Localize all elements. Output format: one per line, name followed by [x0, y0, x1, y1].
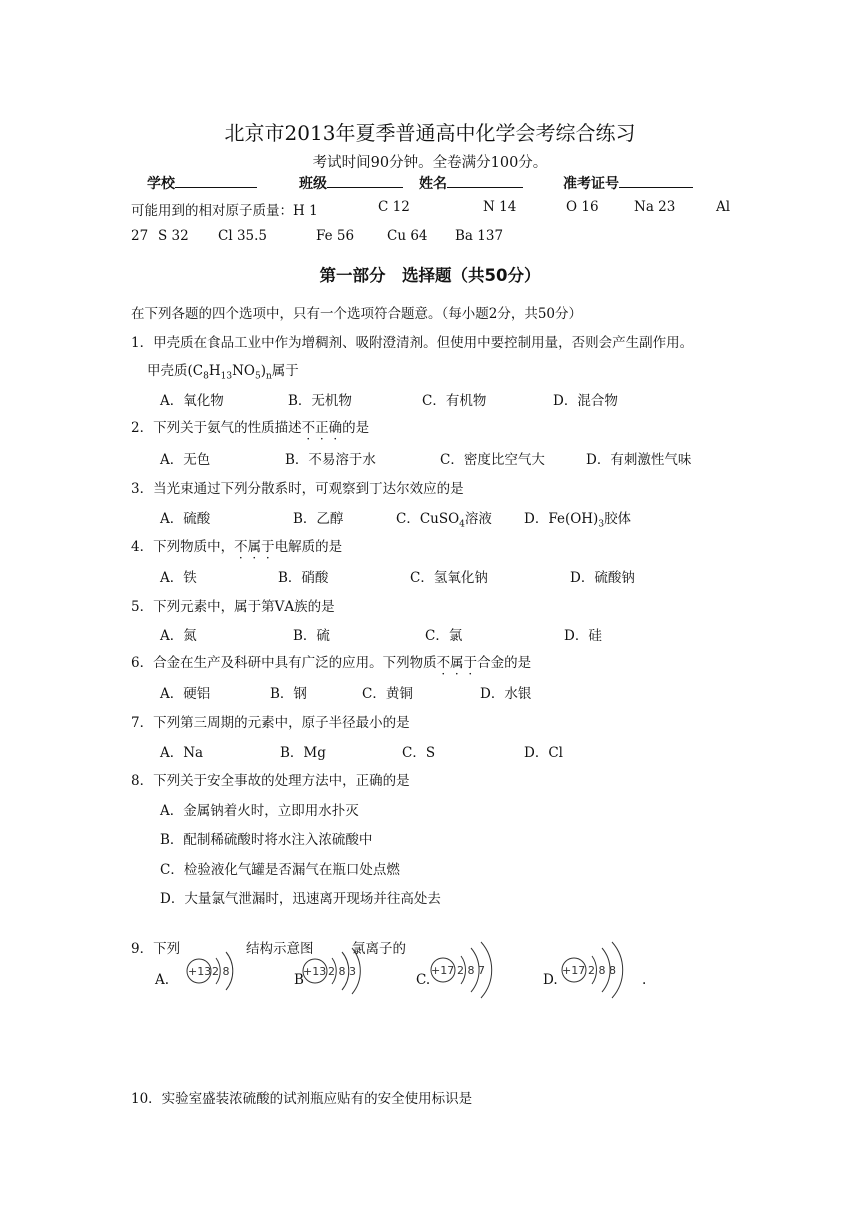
q4-emphasis — [234, 539, 275, 555]
q1-option-d[interactable]: D．混合物 — [553, 393, 618, 409]
q9-stem-start: 9．下列 — [131, 941, 181, 957]
q2-option-b[interactable]: B．不易溶于水 — [285, 452, 376, 468]
q9-diagram-b — [302, 946, 392, 996]
nucleus-label: +17 — [562, 964, 586, 977]
mass-cl: Cl 35.5 — [218, 228, 267, 244]
q5-option-d[interactable]: D．硅 — [564, 628, 602, 644]
q8-option-b[interactable]: B．配制稀硫酸时将水注入浓硫酸中 — [160, 832, 373, 848]
q3-stem: 3．当光束通过下列分散系时，可观察到丁达尔效应的是 — [131, 481, 464, 497]
q7-option-c[interactable]: C．S — [402, 745, 436, 761]
mass-na: Na 23 — [634, 199, 676, 215]
mass-o: O 16 — [566, 199, 599, 215]
emphasis-char: 不 — [436, 655, 451, 671]
q1-option-a[interactable]: A．氧化物 — [160, 393, 224, 409]
q6-stem: 6．合金在生产及科研中具有广泛的应用。下列物质不属于合金的是 — [131, 651, 531, 671]
shell-electrons: 2 8 — [212, 965, 230, 978]
q4-option-b[interactable]: B．硝酸 — [278, 570, 329, 586]
q8-stem: 8．下列关于安全事故的处理方法中，正确的是 — [131, 773, 410, 789]
q2-stem: 2．下列关于氨气的性质描述不正确的是 — [131, 416, 369, 436]
section-title: 第一部分 选择题（共50分） — [319, 266, 541, 285]
q6-emphasis — [437, 655, 478, 671]
mass-cu: Cu 64 — [387, 228, 428, 244]
q9-stem-end: 氯离子的 — [352, 941, 406, 957]
q3-option-c[interactable]: C．CuSO$_4$溶液 — [396, 511, 492, 530]
q8-option-a[interactable]: A．金属钠着火时，立即用水扑灭 — [160, 803, 359, 819]
mass-fe: Fe 56 — [316, 228, 355, 244]
q4-option-c[interactable]: C．氢氧化钠 — [410, 570, 488, 586]
field-exam-id — [563, 173, 693, 193]
q2-emphasis — [302, 420, 343, 436]
q2-option-a[interactable]: A．无色 — [160, 452, 211, 468]
q1-option-c[interactable]: C．有机物 — [422, 393, 487, 409]
q7-option-d[interactable]: D．Cl — [524, 745, 563, 761]
q7-option-a[interactable]: A．Na — [160, 745, 204, 761]
q6-option-a[interactable]: A．硬铝 — [160, 686, 211, 702]
emphasis-char: 确 — [328, 420, 343, 436]
shell-electrons: 2 8 7 — [457, 964, 485, 977]
mass-al: Al — [716, 199, 731, 215]
nucleus-label: +17 — [431, 964, 455, 977]
page-title: 北京市2013年夏季普通高中化学会考综合练习 — [224, 121, 636, 145]
q4-option-a[interactable]: A．铁 — [160, 570, 197, 586]
mass-s: S 32 — [158, 228, 189, 244]
emphasis-char: 不 — [234, 539, 248, 555]
shell-electrons: 2 8 8 — [588, 964, 616, 977]
emphasis-char: 属 — [247, 539, 262, 555]
field-class-blank[interactable] — [327, 173, 403, 188]
q7-stem: 7．下列第三周期的元素中，原子半径最小的是 — [131, 715, 410, 731]
field-school-blank[interactable] — [175, 173, 257, 188]
q9-end-mark: . — [642, 972, 647, 988]
mass-h: 可能用到的相对原子质量：H 1 — [131, 203, 318, 219]
q9-label-d[interactable]: D. — [543, 972, 558, 988]
q8-option-c[interactable]: C．检验液化气罐是否漏气在瓶口处点燃 — [160, 862, 400, 878]
q4-option-d[interactable]: D．硫酸钠 — [570, 570, 635, 586]
mass-ba: Ba 137 — [455, 228, 504, 244]
field-school-label: 学校 — [147, 176, 175, 192]
q6-option-d[interactable]: D．水银 — [480, 686, 532, 702]
field-class-label: 班级 — [299, 176, 327, 192]
q3-option-b[interactable]: B．乙醇 — [293, 511, 344, 527]
q9-diagram-c — [427, 938, 527, 1002]
emphasis-char: 属 — [450, 655, 464, 671]
q1-stem: 1．甲壳质在食品工业中作为增稠剂、吸附澄清剂。但使用中要控制用量，否则会产生副作用。 — [131, 335, 694, 351]
q2-option-c[interactable]: C．密度比空气大 — [440, 452, 545, 468]
q9-label-a[interactable]: A. — [155, 972, 170, 988]
q9-label-c[interactable]: C. — [416, 972, 431, 988]
q8-option-d[interactable]: D．大量氯气泄漏时，迅速离开现场并往高处去 — [160, 891, 441, 907]
field-name — [419, 173, 523, 193]
mass-n: N 14 — [483, 199, 517, 215]
exam-info: 考试时间90分钟。全卷满分100分。 — [312, 155, 548, 171]
section-instruction: 在下列各题的四个选项中，只有一个选项符合题意。（每小题2分，共50分） — [131, 306, 583, 322]
q1-stem-formula: 甲壳质$(C_8H_{13}NO_5)_n$属于 — [147, 363, 299, 382]
field-exam-id-label: 准考证号 — [563, 176, 619, 192]
q7-option-b[interactable]: B．Mg — [280, 745, 326, 761]
q5-option-a[interactable]: A．氮 — [160, 628, 197, 644]
q5-option-c[interactable]: C．氯 — [425, 628, 463, 644]
mass-c: C 12 — [378, 199, 410, 215]
q10-stem: 10．实验室盛装浓硫酸的试剂瓶应贴有的安全使用标识是 — [131, 1091, 473, 1107]
q4-stem: 4．下列物质中，不属于电解质的是 — [131, 535, 342, 555]
field-name-label: 姓名 — [419, 176, 447, 192]
field-class — [299, 173, 403, 193]
emphasis-char: 于 — [463, 655, 478, 671]
field-exam-id-blank[interactable] — [619, 173, 693, 188]
q9-diagram-a — [178, 946, 248, 996]
emphasis-char: 不 — [301, 420, 316, 436]
q9-stem-middle: 结构示意图 — [246, 941, 314, 957]
q9-diagram-d — [558, 938, 658, 1002]
nucleus-label: +13 — [188, 965, 212, 978]
q6-option-b[interactable]: B．钢 — [270, 686, 307, 702]
q3-option-d[interactable]: D．$Fe(OH)_3$胶体 — [524, 511, 632, 530]
q5-option-b[interactable]: B．硫 — [293, 628, 330, 644]
q2-option-d[interactable]: D．有刺激性气味 — [586, 452, 692, 468]
q1-option-b[interactable]: B．无机物 — [288, 393, 352, 409]
field-school — [147, 173, 257, 193]
q9-label-b[interactable]: B — [294, 972, 304, 988]
q3-option-a[interactable]: A．硫酸 — [160, 511, 211, 527]
nucleus-label: +13 — [303, 965, 327, 978]
q6-option-c[interactable]: C．黄铜 — [362, 686, 413, 702]
emphasis-char: 正 — [315, 420, 329, 436]
q5-stem: 5．下列元素中，属于第ⅤA族的是 — [131, 599, 335, 615]
mass-al-value: 27 — [131, 228, 149, 244]
field-name-blank[interactable] — [447, 173, 523, 188]
emphasis-char: 于 — [261, 539, 275, 555]
shell-electrons: 2 8 3 — [328, 965, 356, 978]
